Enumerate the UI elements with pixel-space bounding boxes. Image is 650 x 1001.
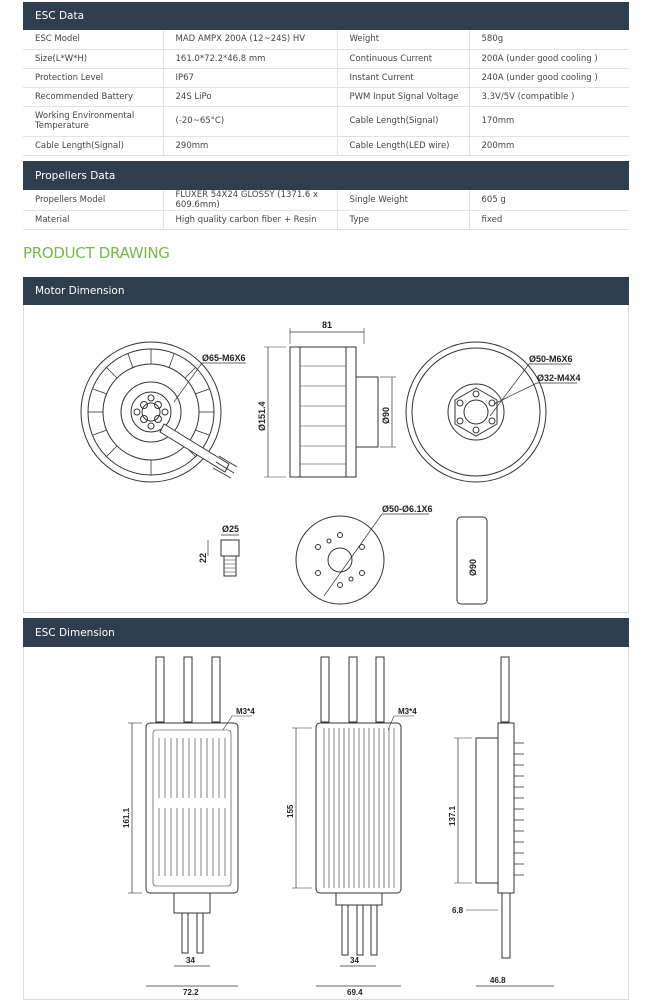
top-length-label: 161.1 xyxy=(122,807,131,828)
spec-value: 200mm xyxy=(469,136,629,155)
spec-label: Material xyxy=(23,211,163,230)
spec-label: Protection Level xyxy=(23,68,163,87)
spec-label: Size(L*W*H) xyxy=(23,49,163,68)
front-bolt-label: Ø65-M6X6 xyxy=(202,353,246,363)
esc-dimension-header xyxy=(23,618,629,647)
propellers-data-header xyxy=(23,161,629,190)
motor-drawing xyxy=(24,306,628,612)
side-length-label: 81 xyxy=(322,320,333,330)
esc-middle-view xyxy=(286,657,417,997)
spec-label: PWM Input Signal Voltage xyxy=(337,87,469,106)
spec-label: Propellers Model xyxy=(23,190,163,211)
spec-label: Continuous Current xyxy=(337,49,469,68)
spec-value: 580g xyxy=(469,30,629,49)
middle-pitch-label: 34 xyxy=(350,956,359,965)
product-drawing-title: PRODUCT DRAWING xyxy=(23,244,170,262)
middle-length-label: 155 xyxy=(286,804,295,818)
spec-label: Working Environmental Temperature xyxy=(23,106,163,136)
table-row xyxy=(23,106,629,136)
table-row xyxy=(23,190,629,211)
spec-label: Type xyxy=(337,211,469,230)
table-row xyxy=(23,30,629,49)
motor-front-view xyxy=(81,342,246,482)
table-row xyxy=(23,49,629,68)
esc-data-table xyxy=(23,30,629,156)
spec-label: Recommended Battery xyxy=(23,87,163,106)
esc-data-header-label: ESC Data xyxy=(35,10,85,22)
spec-value: 170mm xyxy=(469,106,629,136)
esc-drawing xyxy=(24,648,628,1000)
spec-label: Single Weight xyxy=(337,190,469,211)
esc-dimension-header-label: ESC Dimension xyxy=(35,626,115,639)
spec-label: Cable Length(Signal) xyxy=(337,106,469,136)
table-row xyxy=(23,68,629,87)
table-row xyxy=(23,211,629,230)
propellers-data-section xyxy=(23,161,629,230)
spec-value: 3.3V/5V (compatible ) xyxy=(469,87,629,106)
spec-label: Cable Length(Signal) xyxy=(23,136,163,155)
shaft-part-view xyxy=(198,524,239,576)
esc-data-header xyxy=(23,2,629,30)
spec-label: Weight xyxy=(337,30,469,49)
spec-value: fixed xyxy=(469,211,629,230)
side-height-label: 46.8 xyxy=(490,976,506,985)
motor-dimension-panel xyxy=(23,277,629,613)
spec-label: ESC Model xyxy=(23,30,163,49)
spec-value: FLUXER 54X24 GLOSSY (1371.6 x 609.6mm) xyxy=(163,190,337,211)
table-row xyxy=(23,87,629,106)
ring-diameter-label: Ø90 xyxy=(468,558,478,576)
mount-bolt-label: Ø50-Ø6.1X6 xyxy=(382,504,433,514)
motor-dimension-header-label: Motor Dimension xyxy=(35,285,125,297)
back-bolt-label-1: Ø50-M6X6 xyxy=(529,354,573,364)
top-width-label: 72.2 xyxy=(183,988,199,997)
spec-value: 240A (under good cooling ) xyxy=(469,68,629,87)
spec-value: MAD AMPX 200A (12~24S) HV xyxy=(163,30,337,49)
spec-value: IP67 xyxy=(163,68,337,87)
top-m3-label: M3*4 xyxy=(236,707,255,716)
middle-m3-label: M3*4 xyxy=(398,707,417,716)
mount-disc-view xyxy=(296,504,433,604)
ring-side-view xyxy=(457,517,487,604)
spec-label: Cable Length(LED wire) xyxy=(337,136,469,155)
top-pitch-label: 34 xyxy=(186,956,195,965)
side-shaft-label: Ø90 xyxy=(381,406,391,424)
esc-side-view xyxy=(448,657,554,986)
side-length-label-esc: 137.1 xyxy=(448,805,457,826)
propellers-data-header-label: Propellers Data xyxy=(35,169,116,182)
side-thickness-label: 6.8 xyxy=(452,906,464,915)
spec-value: High quality carbon fiber + Resin xyxy=(163,211,337,230)
part-diameter-label: Ø25 xyxy=(222,524,240,534)
spec-value: 24S LiPo xyxy=(163,87,337,106)
spec-value: 161.0*72.2*46.8 mm xyxy=(163,49,337,68)
part-height-label: 22 xyxy=(198,552,208,563)
spec-value: 605 g xyxy=(469,190,629,211)
spec-label: Instant Current xyxy=(337,68,469,87)
esc-data-section xyxy=(23,2,629,156)
motor-side-view xyxy=(257,320,396,477)
motor-back-view xyxy=(406,342,581,482)
spec-value: (-20~65°C) xyxy=(163,106,337,136)
spec-value: 290mm xyxy=(163,136,337,155)
spec-value: 200A (under good cooling ) xyxy=(469,49,629,68)
table-row xyxy=(23,136,629,155)
back-bolt-label-2: Ø32-M4X4 xyxy=(537,373,581,383)
motor-dimension-header xyxy=(23,277,629,305)
side-diameter-label: Ø151.4 xyxy=(257,401,267,431)
propellers-data-table xyxy=(23,190,629,230)
esc-top-view xyxy=(122,657,255,997)
middle-width-label: 69.4 xyxy=(347,988,363,997)
esc-dimension-panel xyxy=(23,618,629,1000)
